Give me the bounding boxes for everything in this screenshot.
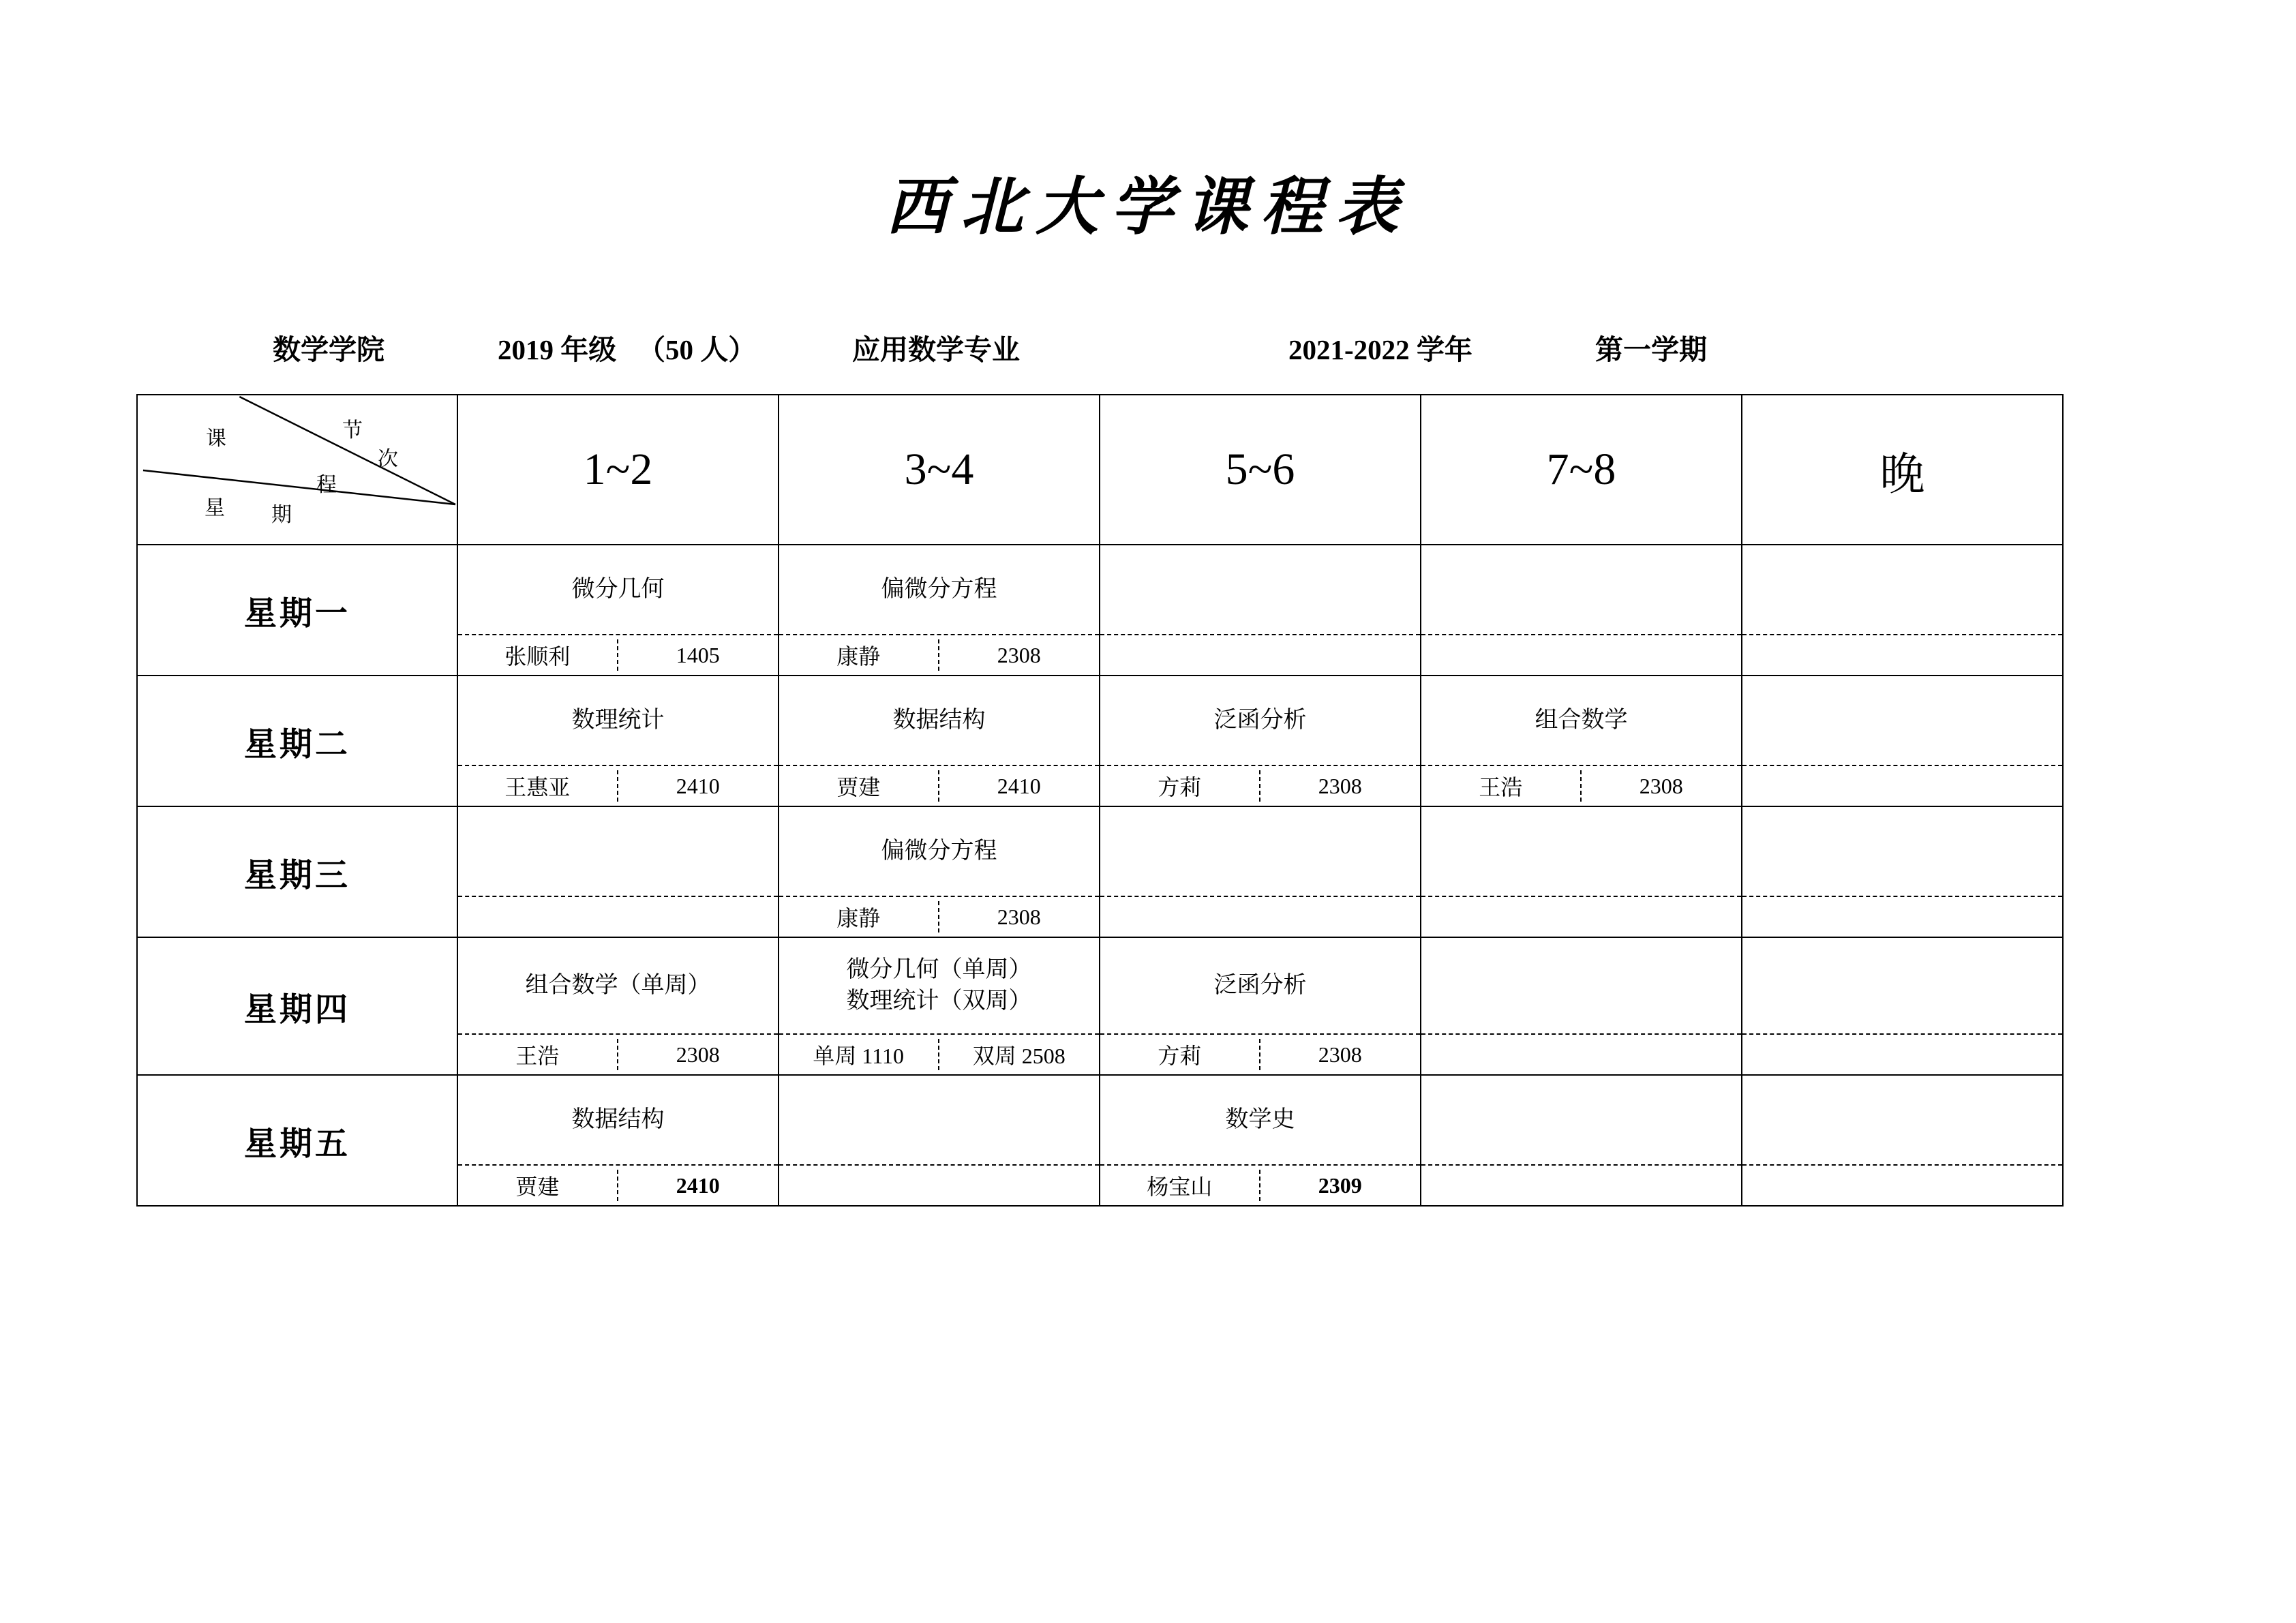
meta-major: 应用数学专业 [852, 334, 1020, 365]
course-name [1742, 938, 2062, 1035]
day-label-friday: 星期五 [137, 1075, 457, 1206]
course-teacher: 贾建 [779, 770, 939, 802]
cell-tue-p3[interactable] [1100, 676, 1421, 806]
course-room: 2410 [676, 773, 720, 798]
document-meta [273, 327, 1977, 367]
period-header-5: 晚 [1742, 395, 2063, 545]
course-room: 2410 [997, 773, 1041, 798]
cell-mon-p2[interactable] [779, 545, 1100, 676]
day-label-tuesday: 星期二 [137, 676, 457, 806]
table-row [137, 806, 2063, 937]
table-header-row [137, 395, 2063, 545]
course-name [1100, 545, 1420, 635]
corner-label-jie: 节 [342, 419, 363, 442]
table-row [137, 937, 2063, 1075]
cell-wed-p2[interactable] [779, 806, 1100, 937]
corner-header-cell [137, 395, 457, 545]
course-room: 2308 [997, 642, 1041, 667]
meta-academic-year: 2021-2022 学年 [1288, 334, 1472, 365]
course-name [1742, 807, 2062, 897]
table-row [137, 1075, 2063, 1206]
course-name: 泛函分析 [1100, 676, 1420, 766]
cell-thu-p2[interactable] [779, 937, 1100, 1075]
meta-term: 第一学期 [1595, 334, 1707, 365]
period-header-3: 5~6 [1100, 395, 1421, 545]
course-name: 组合数学（单周） [458, 938, 778, 1035]
course-name: 偏微分方程 [779, 545, 1099, 635]
cell-tue-p1[interactable] [457, 676, 779, 806]
course-room: 2308 [1318, 1042, 1362, 1067]
course-teacher: 杨宝山 [1100, 1170, 1260, 1201]
course-name [1421, 1076, 1741, 1166]
cell-thu-p4[interactable] [1421, 937, 1742, 1075]
course-teacher: 单周 1110 [779, 1039, 939, 1070]
course-room: 2308 [1639, 773, 1683, 798]
course-room: 1405 [676, 642, 720, 667]
cell-wed-p1[interactable] [457, 806, 779, 937]
course-teacher: 张顺利 [458, 639, 618, 671]
course-room: 2410 [676, 1172, 720, 1198]
cell-tue-p4[interactable] [1421, 676, 1742, 806]
day-label-wednesday: 星期三 [137, 806, 457, 937]
course-name [458, 807, 778, 897]
cell-wed-p5[interactable] [1742, 806, 2063, 937]
table-row [137, 676, 2063, 806]
corner-label-ke: 课 [206, 427, 226, 450]
cell-mon-p5[interactable] [1742, 545, 2063, 676]
course-name: 微分几何（单周） 数理统计（双周） [779, 938, 1099, 1035]
course-name [1742, 676, 2062, 766]
period-header-4: 7~8 [1421, 395, 1742, 545]
page-title: 西北大学课程表 [885, 170, 1410, 243]
cell-fri-p5[interactable] [1742, 1075, 2063, 1206]
corner-label-ci: 次 [378, 448, 398, 470]
course-teacher: 王浩 [1421, 770, 1582, 802]
course-teacher: 王惠亚 [458, 770, 618, 802]
cell-thu-p5[interactable] [1742, 937, 2063, 1075]
cell-fri-p2[interactable] [779, 1075, 1100, 1206]
cell-mon-p3[interactable] [1100, 545, 1421, 676]
course-name [1100, 807, 1420, 897]
corner-diagonals [138, 395, 457, 544]
course-teacher: 方莉 [1100, 1039, 1260, 1070]
cell-tue-p2[interactable] [779, 676, 1100, 806]
course-teacher: 王浩 [458, 1039, 618, 1070]
cell-mon-p1[interactable] [457, 545, 779, 676]
cell-fri-p3[interactable] [1100, 1075, 1421, 1206]
course-teacher: 贾建 [458, 1170, 618, 1201]
cell-thu-p3[interactable] [1100, 937, 1421, 1075]
cell-mon-p4[interactable] [1421, 545, 1742, 676]
cell-fri-p4[interactable] [1421, 1075, 1742, 1206]
course-teacher: 康静 [779, 901, 939, 932]
course-room: 2308 [1318, 773, 1362, 798]
course-name [1421, 807, 1741, 897]
corner-label-cheng: 程 [316, 474, 337, 496]
course-name [1742, 1076, 2062, 1166]
course-room: 2309 [1318, 1172, 1362, 1198]
course-name [779, 1076, 1099, 1166]
course-name [1742, 545, 2062, 635]
course-teacher: 康静 [779, 639, 939, 671]
course-teacher: 方莉 [1100, 770, 1260, 802]
diagonal-lines-icon [138, 395, 457, 544]
course-room: 2308 [676, 1042, 720, 1067]
course-name [1421, 545, 1741, 635]
course-name: 数理统计 [458, 676, 778, 766]
cell-wed-p4[interactable] [1421, 806, 1742, 937]
course-name: 数据结构 [779, 676, 1099, 766]
period-header-2: 3~4 [779, 395, 1100, 545]
corner-label-qi: 期 [271, 504, 292, 526]
cell-fri-p1[interactable] [457, 1075, 779, 1206]
day-label-thursday: 星期四 [137, 937, 457, 1075]
course-room: 双周 2508 [972, 1044, 1066, 1068]
meta-department: 数学学院 [273, 334, 384, 365]
course-room: 2308 [997, 904, 1041, 929]
course-name: 数据结构 [458, 1076, 778, 1166]
timetable [136, 394, 2064, 1207]
course-name: 偏微分方程 [779, 807, 1099, 897]
meta-grade: 2019 年级 （50 人） [498, 334, 757, 365]
course-name: 组合数学 [1421, 676, 1741, 766]
course-name: 泛函分析 [1100, 938, 1420, 1035]
period-header-1: 1~2 [457, 395, 779, 545]
table-row [137, 545, 2063, 676]
cell-thu-p1[interactable] [457, 937, 779, 1075]
course-name [1421, 938, 1741, 1035]
course-name: 微分几何 [458, 545, 778, 635]
cell-tue-p5[interactable] [1742, 676, 2063, 806]
day-label-monday: 星期一 [137, 545, 457, 676]
course-name: 数学史 [1100, 1076, 1420, 1166]
corner-label-xing: 星 [205, 497, 225, 519]
cell-wed-p3[interactable] [1100, 806, 1421, 937]
